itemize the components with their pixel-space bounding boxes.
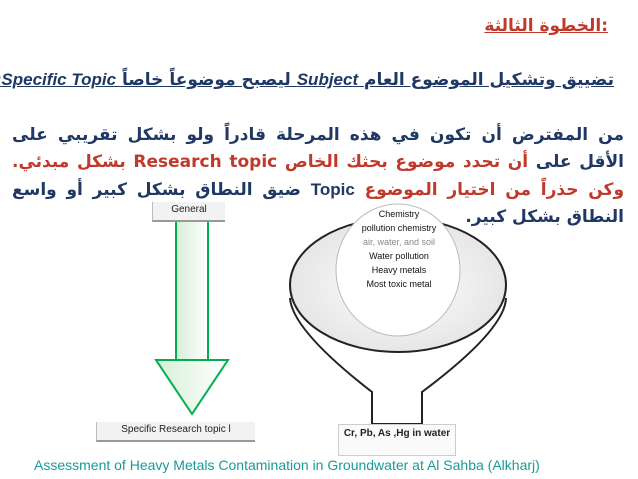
para-part-3: وكن حذراً من اختيار الموضوع: [364, 180, 625, 200]
specific-topic-label: Specific Research topic l: [96, 422, 255, 442]
down-arrow-icon: [156, 220, 228, 414]
para-part-highlight: أن تحدد موضوع بحثك الخاص Research topic بشكل مبدئي.: [12, 152, 529, 172]
para-part-5: ضيق النطاق بشكل كبير أو واسع النطاق بشكل كبير.: [12, 180, 624, 227]
para-topic-word: Topic: [310, 180, 355, 199]
general-label: General: [152, 202, 225, 222]
heading-en-subject: Subject: [296, 70, 359, 89]
funnel-level-water-pollution: Water pollution: [369, 251, 429, 261]
funnel-level-most-toxic-metal: Most toxic metal: [366, 279, 432, 289]
funnel-output-box: Cr, Pb, As ,Hg in water: [338, 424, 456, 456]
heading-ar-2: ليصبح موضوعاً خاصاً: [121, 70, 291, 90]
heading-ar-1: تضييق وتشكيل الموضوع العام: [364, 70, 614, 90]
funnel-level-pollution-chemistry: pollution chemistry: [361, 223, 437, 233]
step-title: :الخطوة الثالثة: [484, 16, 608, 36]
heading-en-specific-topic: Specific Topic: [1, 70, 117, 89]
funnel-level-heavy-metals: Heavy metals: [371, 265, 427, 275]
para-part-1: من المفترض أن تكون في هذه المرحلة قادراً ولو بشكل تقريبي على الأقل على: [12, 125, 625, 172]
funnel-level-chemistry: Chemistry: [378, 209, 420, 219]
footer-caption: Assessment of Heavy Metals Contamination in Groundwater at Al Sahba (Alkharj): [34, 457, 540, 473]
funnel-level-air-water-soil: air, water, and soil: [362, 237, 436, 247]
